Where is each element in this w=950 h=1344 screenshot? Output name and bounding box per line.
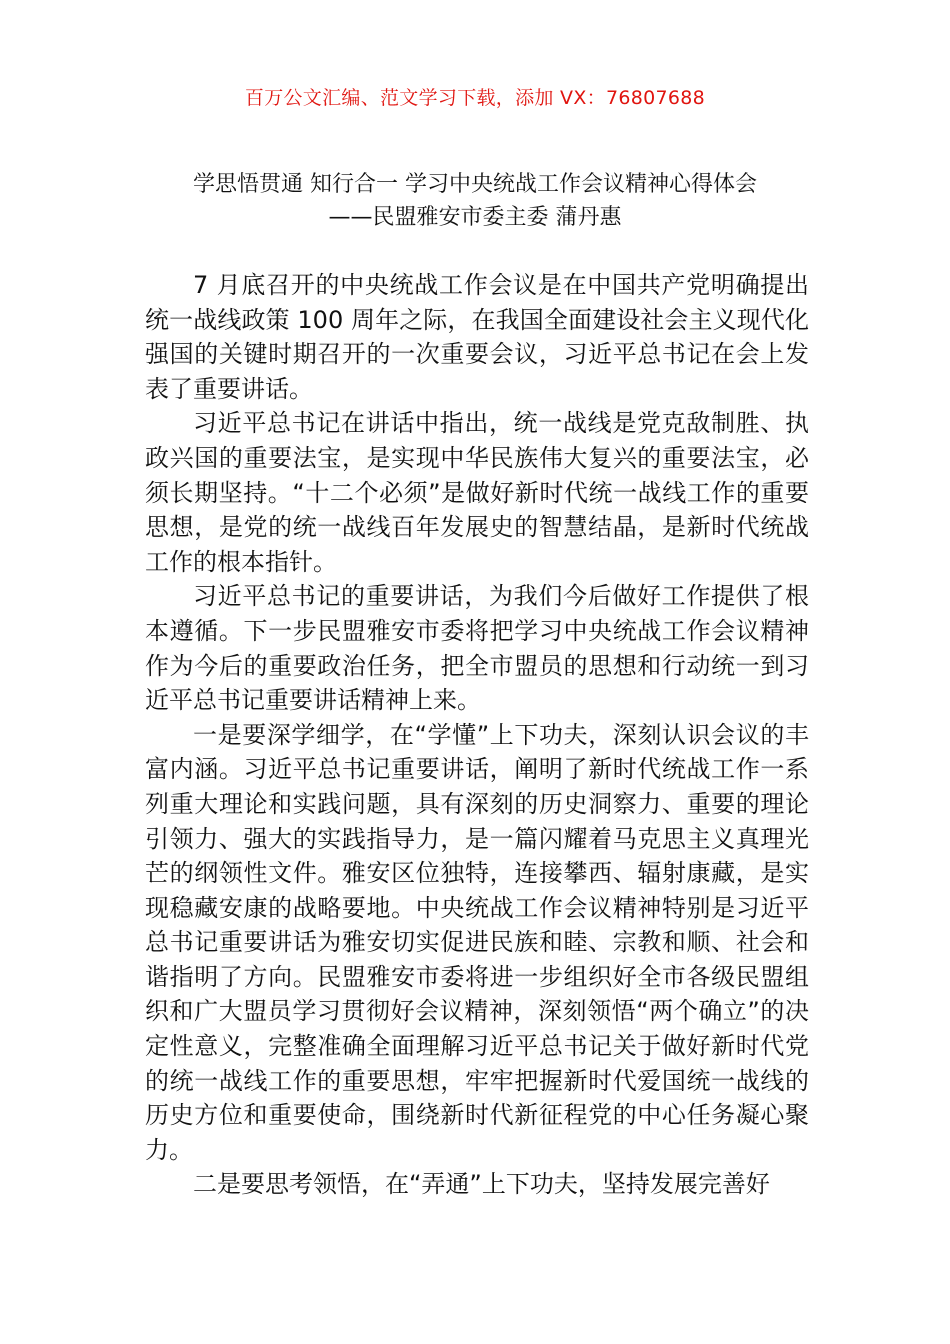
paragraph: 习近平总书记的重要讲话，为我们今后做好工作提供了根本遵循。下一步民盟雅安市委将把学习中央统战工作会议精神作为今后的重要政治任务，把全市盟员的思想和行动统一到习近平总书记重要讲话精神上来。 [145, 582, 809, 715]
title-block [0, 168, 950, 234]
document-body [145, 268, 809, 1202]
paragraph: 二是要思考领悟，在“弄通”上下功夫，坚持发展完善好 [193, 1170, 770, 1199]
document-title: 学思悟贯通 知行合一 学习中央统战工作会议精神心得体会 [193, 172, 757, 197]
paragraph: 一是要深学细学，在“学懂”上下功夫，深刻认识会议的丰富内涵。习近平总书记重要讲话，阐明了新时代统战工作一系列重大理论和实践问题，具有深刻的历史洞察力、重要的理论引领力、强大的实践指导力，是一篇闪耀着马克思主义真理光芒的纲领性文件。雅安区位独特，连接攀西、辐射康藏，是实现稳藏安康的战略要地。中央统战工作会议精神特别是习近平总书记重要讲话为雅安切实促进民族和睦、宗教和顺、社会和谐指明了方向。民盟雅安市委将进一步组织好全市各级民盟组织和广大盟员学习贯彻好会议精神，深刻领悟“两个确立”的决定性意义，完整准确全面理解习近平总书记关于做好新时代党的统一战线工作的重要思想，牢牢把握新时代爱国统一战线的历史方位和重要使命，围绕新时代新征程党的中心任务凝心聚力。 [145, 720, 809, 1164]
document-subtitle: ——民盟雅安市委主委 蒲丹惠 [328, 205, 622, 230]
paragraph: 习近平总书记在讲话中指出，统一战线是党克敌制胜、执政兴国的重要法宝，是实现中华民族伟大复兴的重要法宝，必须长期坚持。“十二个必须”是做好新时代统一战线工作的重要思想，是党的统一战线百年发展史的智慧结晶，是新时代统战工作的根本指针。 [145, 409, 809, 576]
paragraph: 7 月底召开的中央统战工作会议是在中国共产党明确提出统一战线政策 100 周年之际，在我国全面建设社会主义现代化强国的关键时期召开的一次重要会议，习近平总书记在会上发表了重要讲话。 [145, 271, 809, 403]
download-banner: 百万公文汇编、范文学习下载，添加 VX：76807688 [244, 87, 706, 109]
